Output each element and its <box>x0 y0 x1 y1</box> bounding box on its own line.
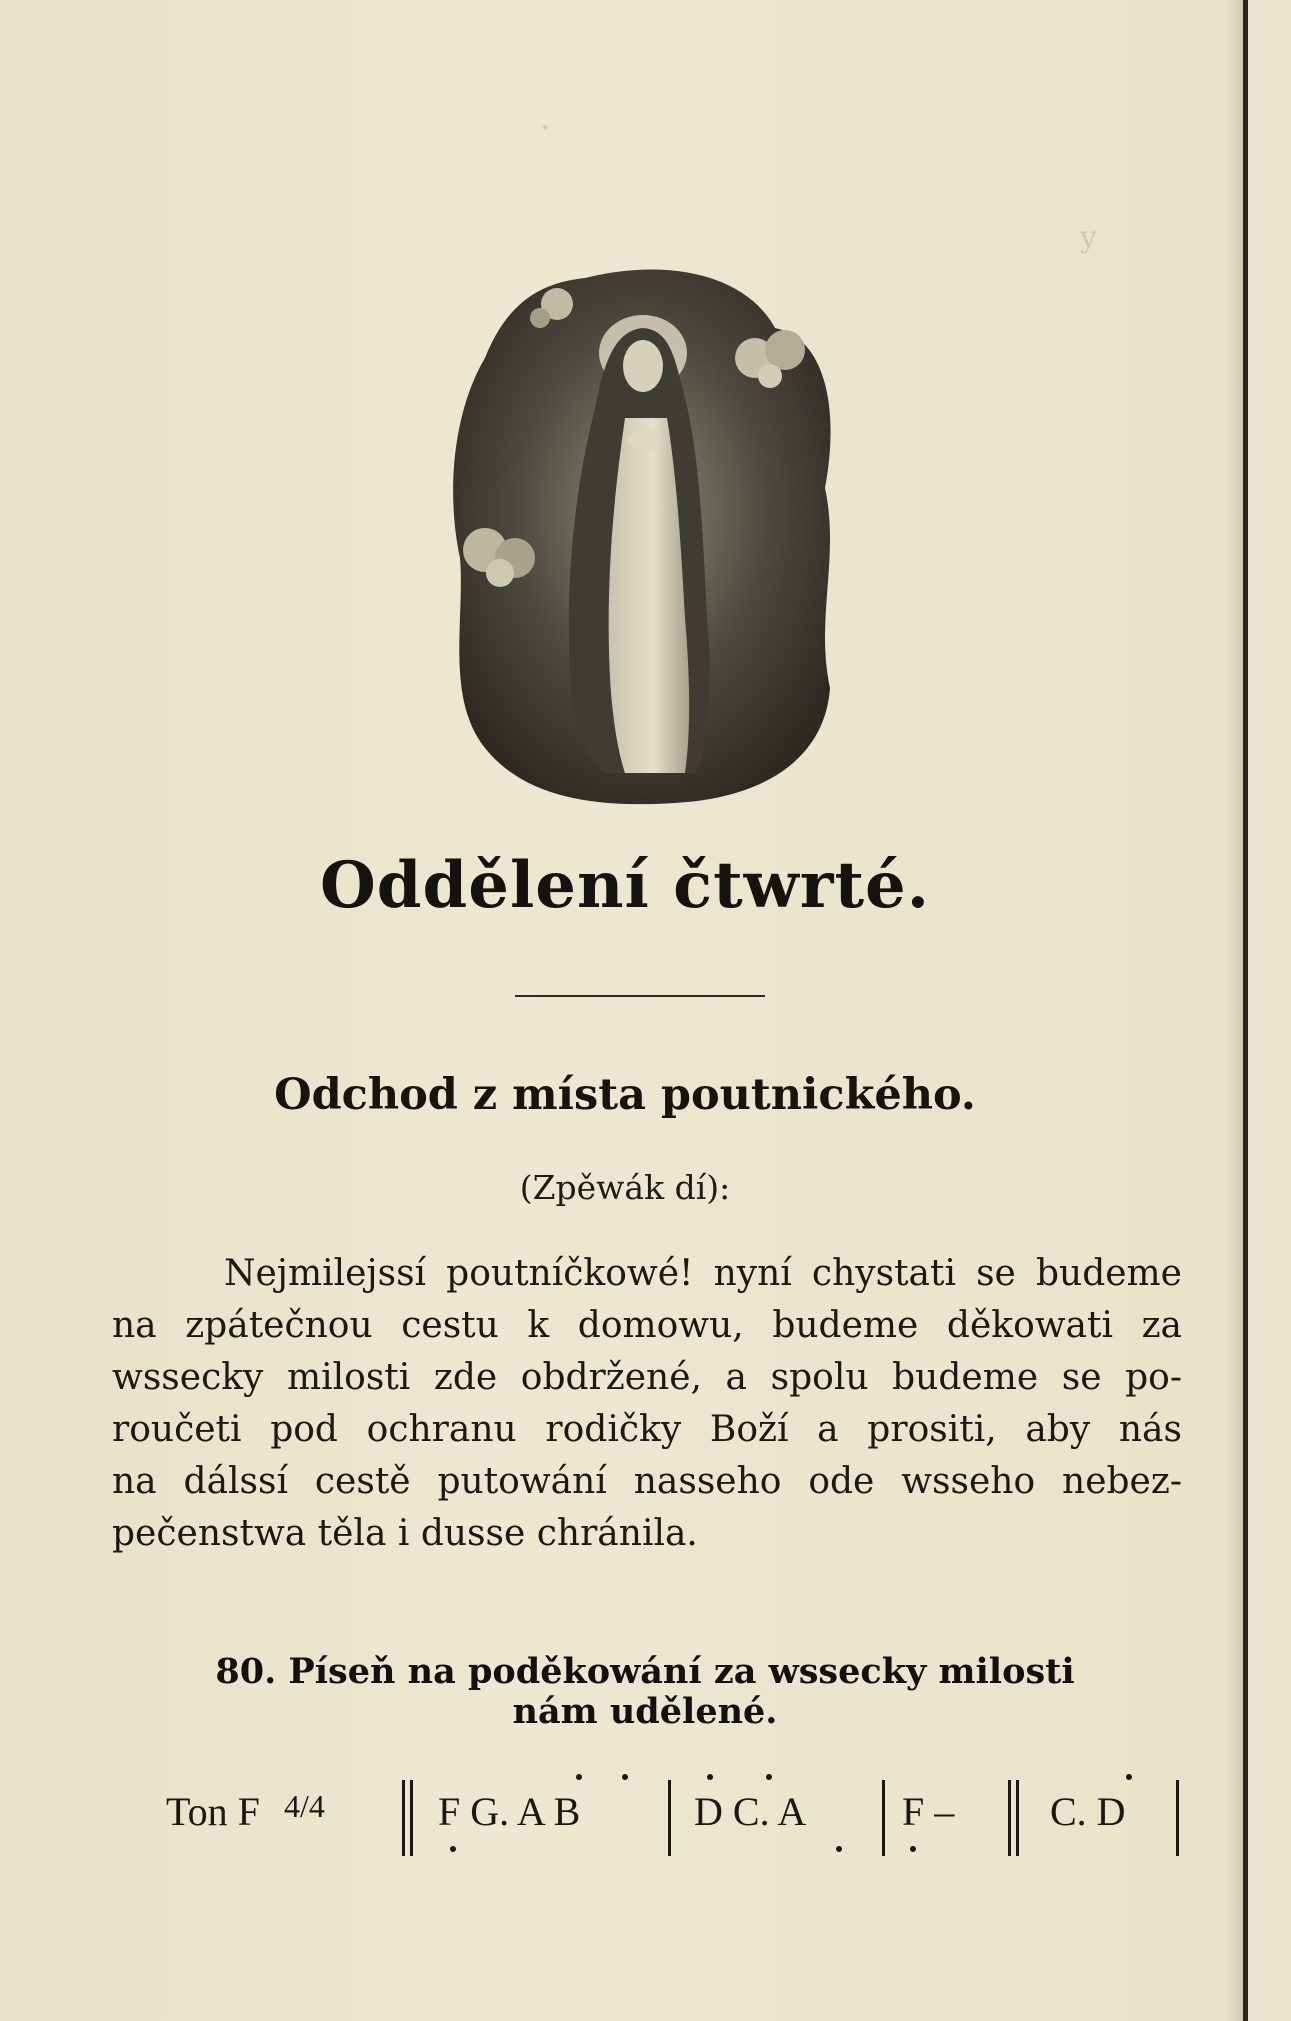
double-bar <box>402 1780 405 1856</box>
hymn-title-line: 80. Píseň na poděkowání za wssecky milosti <box>215 1651 1075 1692</box>
measure-1: F G. A B <box>438 1789 581 1834</box>
double-bar <box>1016 1780 1019 1856</box>
bleed-through-text: y <box>1080 220 1097 255</box>
note-dot <box>1126 1774 1132 1780</box>
singer-cue: (Zpěwák dí): <box>519 1168 731 1207</box>
madonna-illustration <box>445 258 845 808</box>
note-dot <box>766 1774 772 1780</box>
measure-2: D C. A <box>694 1789 807 1834</box>
note-dot <box>450 1846 456 1852</box>
note-dot <box>576 1774 582 1780</box>
divider-rule <box>515 995 765 997</box>
paragraph-line: wssecky milosti zde obdržené, a spolu budeme se po- <box>112 1357 1182 1398</box>
hymn-title <box>140 1652 1150 1733</box>
book-spine <box>1243 0 1248 2021</box>
music-notation <box>166 1782 1206 1852</box>
note-dot <box>836 1846 842 1852</box>
time-signature: 4/4 <box>284 1788 325 1824</box>
paragraph-line: Nejmilejssí poutníčkowé! nyní chystati se budeme <box>224 1253 1182 1294</box>
double-bar <box>1008 1780 1011 1856</box>
measure-3: F – <box>902 1789 955 1834</box>
paragraph-line: pečenstwa těla i dusse chránila. <box>112 1513 698 1554</box>
double-bar <box>410 1780 413 1856</box>
measure-4: C. D <box>1050 1789 1126 1834</box>
paragraph-line: na dálssí cestě putowání nasseho ode wsseho nebez- <box>112 1461 1182 1502</box>
hymn-title-line: nám udělené. <box>512 1691 778 1733</box>
section-title: Oddělení čtwrté. <box>319 848 931 923</box>
face <box>623 340 663 392</box>
paragraph-line: na zpátečnou cestu k domowu, budeme děkowati za <box>112 1305 1182 1346</box>
note-dot <box>622 1774 628 1780</box>
bar-line <box>882 1780 885 1856</box>
key-label: Ton F <box>166 1789 260 1834</box>
note-dot <box>910 1846 916 1852</box>
note-dot <box>707 1774 713 1780</box>
bar-line <box>668 1780 671 1856</box>
paragraph-line: roučeti pod ochranu rodičky Boží a prositi, aby nás <box>112 1409 1182 1450</box>
bar-line <box>1176 1780 1179 1856</box>
facing-page-edge <box>1250 0 1291 2021</box>
bleed-through-text: · <box>540 108 551 148</box>
chapter-subtitle: Odchod z místa poutnického. <box>274 1070 976 1120</box>
